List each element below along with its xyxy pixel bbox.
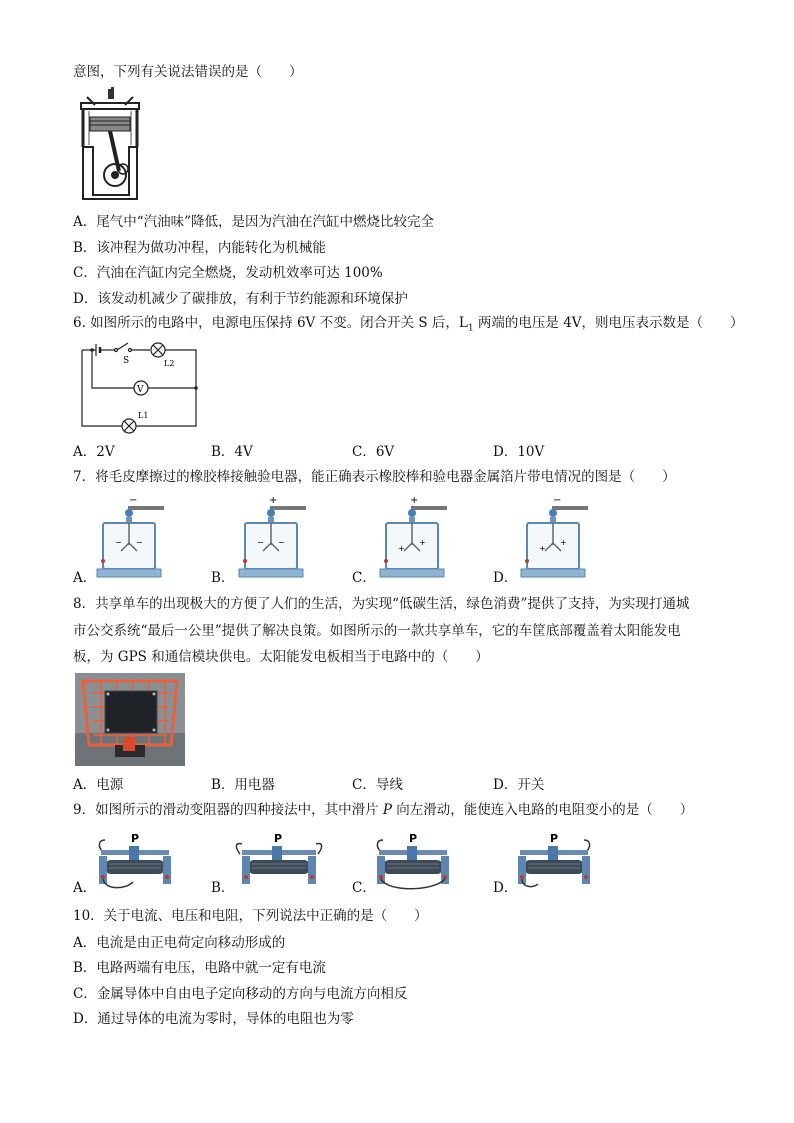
switch-label: S	[123, 356, 130, 366]
q9-option-a: A．	[73, 880, 97, 896]
q5-option-a: A．尾气中“汽油味”降低，是因为汽油在汽缸中燃烧比较完全	[73, 214, 435, 230]
q7-stem: 7．将毛皮摩擦过的橡胶棒接触验电器，能正确表示橡胶棒和验电器金属箔片带电情况的图是（ ）	[73, 469, 676, 485]
q9-option-b: B．	[211, 880, 235, 896]
q6-option-c: C．6V	[352, 444, 395, 460]
electroscope-c	[378, 493, 448, 585]
rheostat-d	[514, 832, 594, 894]
q5-option-d: D．该发动机减少了碳排放，有利于节约能源和环境保护	[73, 291, 408, 307]
leaf-sign: −	[278, 538, 285, 547]
leaf-sign: +	[398, 544, 405, 553]
electroscope-d	[519, 493, 589, 585]
rheostat-c	[373, 832, 453, 894]
slider-label: P	[409, 832, 418, 845]
q10-option-c: C．金属导体中自由电子定向移动的方向与电流方向相反	[73, 986, 408, 1002]
q6-option-a: A．2V	[73, 444, 115, 460]
leaf-sign: +	[539, 544, 546, 553]
slider-label: P	[550, 832, 559, 845]
q9-option-d: D．	[493, 880, 518, 896]
leaf-sign: +	[419, 538, 426, 547]
voltmeter-label: V	[137, 385, 144, 395]
q5-stem: 意图，下列有关说法错误的是（ ）	[73, 64, 303, 80]
q6-option-b: B．4V	[211, 444, 253, 460]
q9-option-c: C．	[352, 880, 376, 896]
q8-stem-line1: 8．共享单车的出现极大的方便了人们的生活，为实现“低碳生活，绿色消费”提供了支持，为实现打通城	[73, 596, 690, 612]
q7-option-a: A．	[73, 570, 97, 586]
q8-option-c: C．导线	[352, 777, 403, 793]
rod-sign: −	[129, 495, 138, 506]
lamp1-label: L1	[138, 411, 149, 420]
rod-sign: −	[553, 495, 562, 506]
q10-stem: 10．关于电流、电压和电阻，下列说法中正确的是（ ）	[73, 908, 428, 924]
engine-figure	[75, 87, 145, 207]
leaf-sign: +	[560, 538, 567, 547]
leaf-sign: −	[257, 538, 264, 547]
q7-option-c: C．	[352, 570, 376, 586]
bike-basket-photo	[75, 673, 185, 766]
electroscope-a	[95, 493, 165, 585]
q7-option-b: B．	[211, 570, 235, 586]
q6-stem: 6. 如图所示的电路中，电源电压保持 6V 不变。闭合开关 S 后，$L_1$ 两端的电压是 4V，则电压表示数是（ ）	[73, 315, 744, 334]
rod-sign: +	[269, 495, 278, 506]
q8-stem-line3: 板，为 GPS 和通信模块供电。太阳能发电板相当于电路中的（ ）	[73, 649, 489, 665]
slider-label: P	[274, 832, 283, 845]
rheostat-a	[95, 832, 175, 894]
rod-sign: +	[410, 495, 419, 506]
q8-option-b: B．用电器	[211, 777, 275, 793]
q10-option-b: B．电路两端有电压，电路中就一定有电流	[73, 960, 326, 976]
q8-option-a: A．电源	[73, 777, 124, 793]
rheostat-b	[234, 832, 324, 894]
q5-option-c: C．汽油在汽缸内完全燃烧，发动机效率可达 100%	[73, 265, 383, 281]
q8-option-d: D．开关	[493, 777, 545, 793]
q9-stem: 9．如图所示的滑动变阻器的四种接法中，其中滑片 P 向左滑动，能使连入电路的电阻变小的是（ ）	[73, 802, 694, 818]
lamp2-label: L2	[164, 359, 175, 368]
q7-option-d: D．	[493, 570, 518, 586]
slider-label: P	[131, 832, 140, 845]
q10-option-a: A．电流是由正电荷定向移动形成的	[73, 935, 286, 951]
electroscope-b	[237, 493, 307, 585]
circuit-figure	[78, 338, 208, 438]
leaf-sign: −	[115, 538, 122, 547]
q6-option-d: D．10V	[493, 444, 545, 460]
q5-option-b: B．该冲程为做功冲程，内能转化为机械能	[73, 240, 326, 256]
q8-stem-line2: 市公交系统“最后一公里”提供了解决良策。如图所示的一款共享单车，它的车筐底部覆盖着太阳能发电	[73, 623, 681, 639]
leaf-sign: −	[136, 538, 143, 547]
q10-option-d: D．通过导体的电流为零时，导体的电阻也为零	[73, 1011, 354, 1027]
